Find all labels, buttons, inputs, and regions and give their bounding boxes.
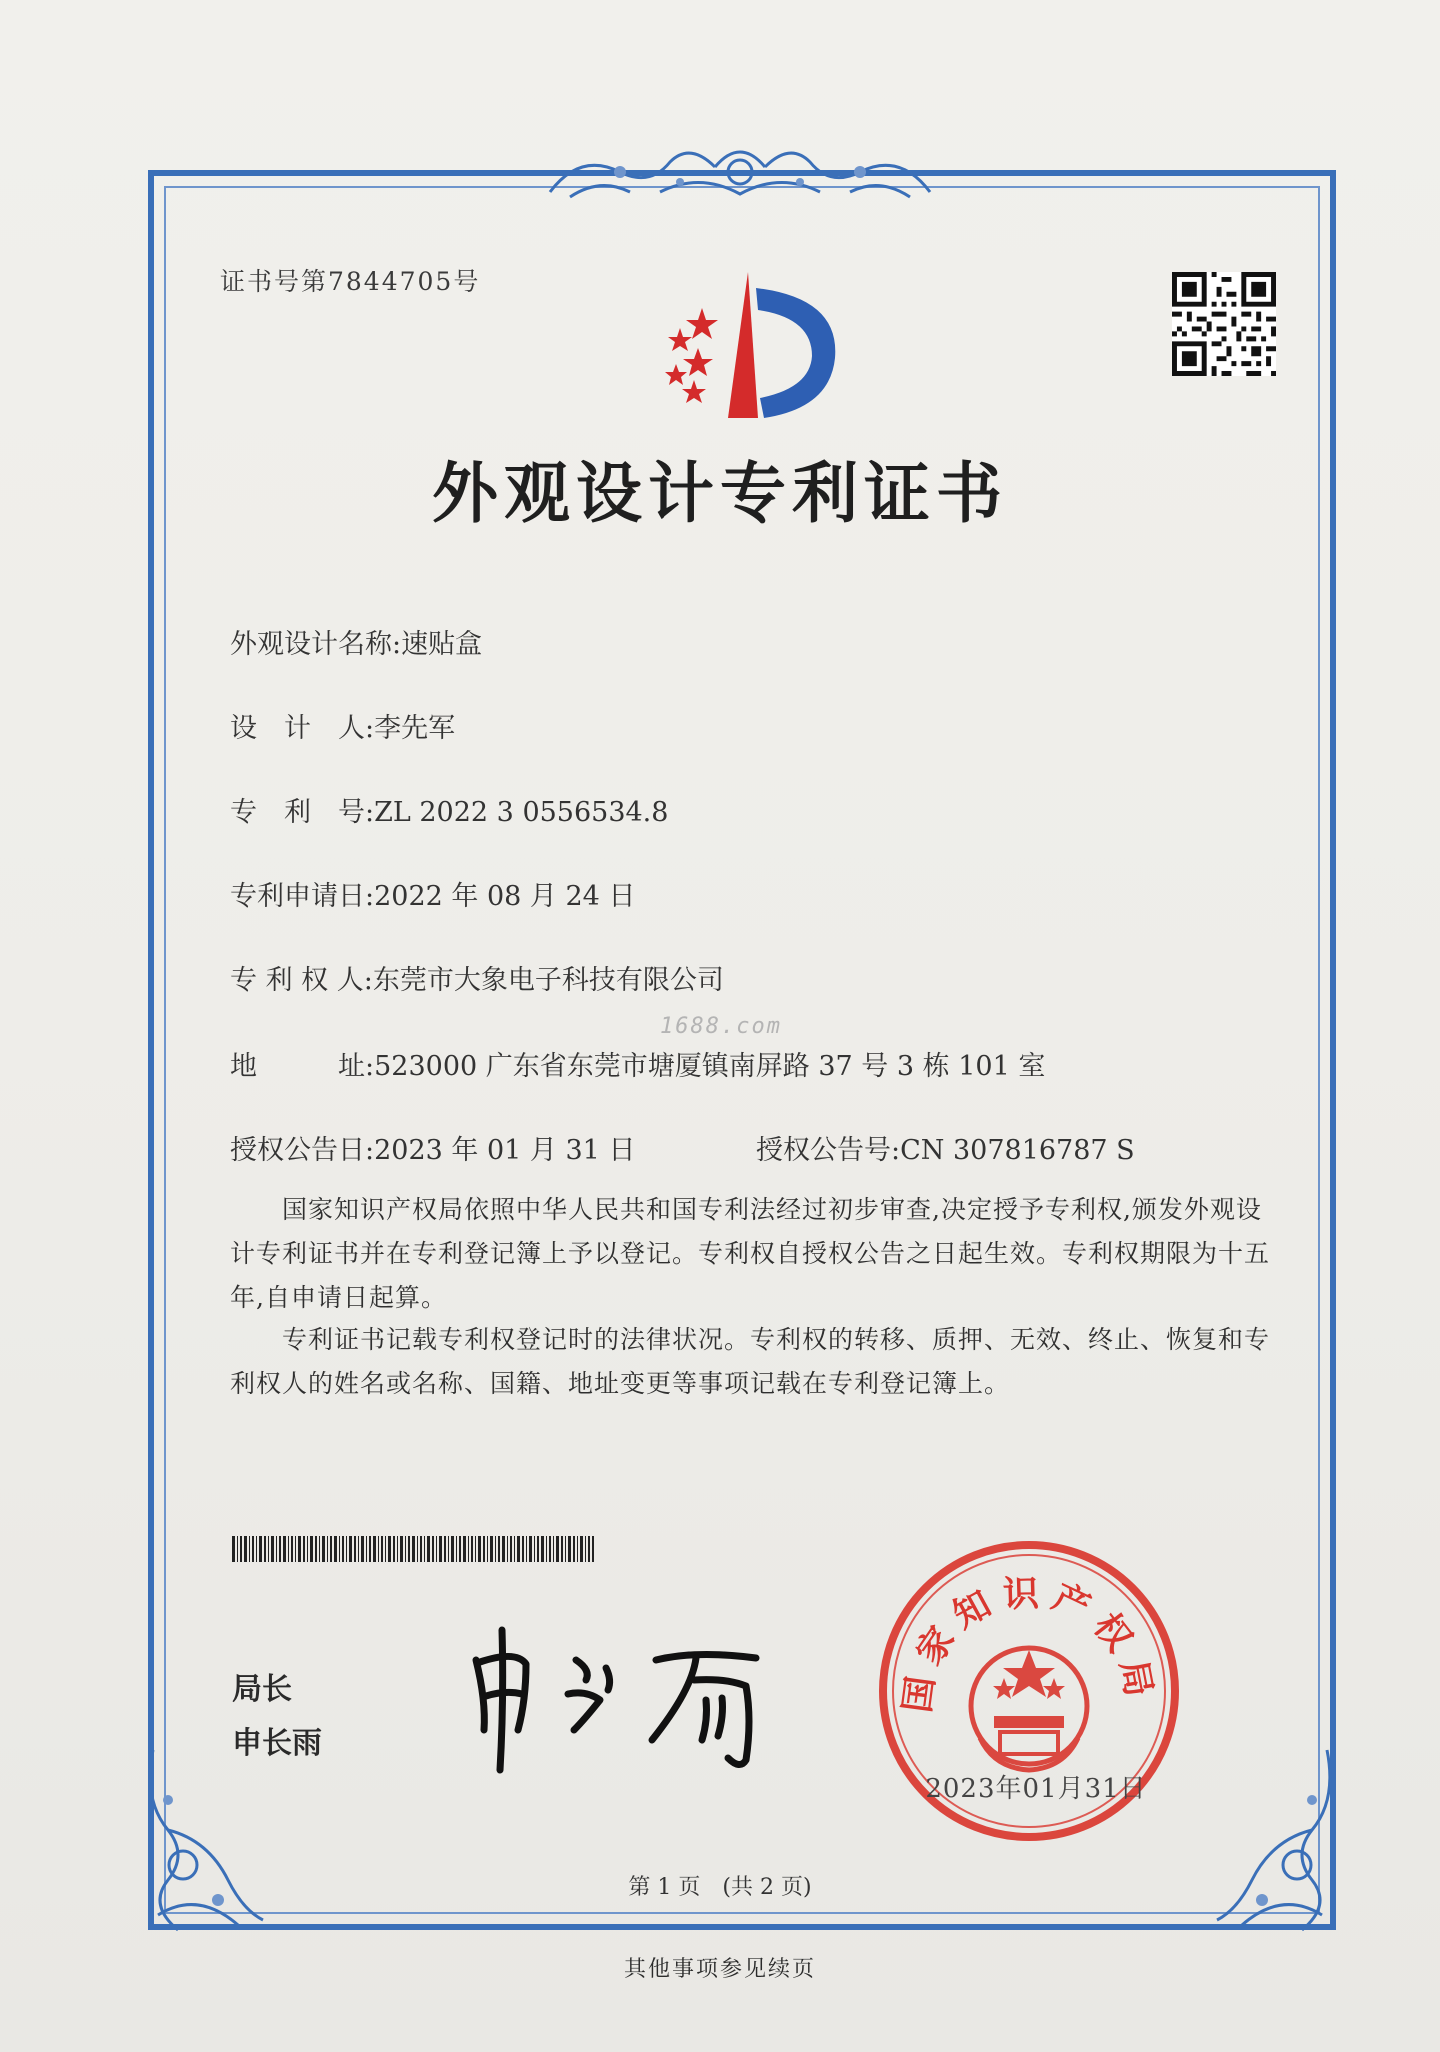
field-label: 设 计 人: <box>230 713 375 744</box>
svg-text:国家知识产权局: 国家知识产权局 <box>897 1573 1162 1716</box>
watermark: 1688.com <box>660 1014 782 1039</box>
seal-date: 2023年01月31日 <box>925 1774 1147 1804</box>
barcode-icon <box>232 1536 594 1562</box>
field-label: 专 利 权 人: <box>230 965 373 996</box>
field-label: 外观设计名称: <box>230 629 402 660</box>
field-grant-number <box>756 1128 1135 1167</box>
field-patent-number <box>230 790 668 829</box>
grant-statement-paragraph: 国家知识产权局依照中华人民共和国专利法经过初步审查,决定授予专利权,颁发外观设计专利证书并在专利登记簿上予以登记。专利权自授权公告之日起生效。专利权期限为十五年,自申请日起算。 <box>230 1195 1271 1312</box>
field-address <box>230 1044 1045 1083</box>
field-value: CN 307816787 S <box>900 1135 1135 1166</box>
continuation-note: 其他事项参见续页 <box>623 1957 816 1982</box>
signatory-role: 局长 <box>232 1672 292 1707</box>
field-grant-date <box>230 1128 635 1167</box>
field-value: 523000 广东省东莞市塘厦镇南屏路 37 号 3 栋 101 室 <box>374 1051 1046 1082</box>
legal-status-paragraph: 专利证书记载专利权登记时的法律状况。专利权的转移、质押、无效、终止、恢复和专利权人的姓名或名称、国籍、地址变更等事项记载在专利登记簿上。 <box>230 1325 1271 1398</box>
field-label: 专利申请日: <box>230 881 375 912</box>
certificate-number: 证书号第7844705号 <box>220 267 481 296</box>
field-label: 授权公告日: <box>230 1135 375 1166</box>
field-value: 李先军 <box>374 713 456 744</box>
field-value: 东莞市大象电子科技有限公司 <box>372 965 724 996</box>
bottom-right-ornament-icon <box>1212 1740 1342 1940</box>
qr-code-icon <box>1172 272 1276 376</box>
field-patentee <box>230 958 724 997</box>
cnipa-logo-icon <box>640 268 860 428</box>
field-value: 2023 年 01 月 31 日 <box>374 1135 636 1166</box>
page-indicator: 第 1 页 (共 2 页) <box>628 1875 812 1900</box>
field-value: ZL 2022 3 0556534.8 <box>374 797 669 828</box>
bottom-left-ornament-icon <box>138 1740 268 1940</box>
field-label: 授权公告号: <box>756 1135 901 1166</box>
certificate-title: 外观设计专利证书 <box>432 454 1008 532</box>
top-ornament-icon <box>540 132 940 212</box>
signatory-name: 申长雨 <box>232 1726 322 1761</box>
field-label: 地 址: <box>230 1051 375 1082</box>
field-designer <box>230 706 455 745</box>
field-design-name <box>230 622 482 661</box>
handwritten-signature-icon <box>456 1620 786 1780</box>
field-value: 速贴盒 <box>401 629 483 660</box>
field-filing-date <box>230 874 635 913</box>
field-value: 2022 年 08 月 24 日 <box>374 881 636 912</box>
field-label: 专 利 号: <box>230 797 375 828</box>
